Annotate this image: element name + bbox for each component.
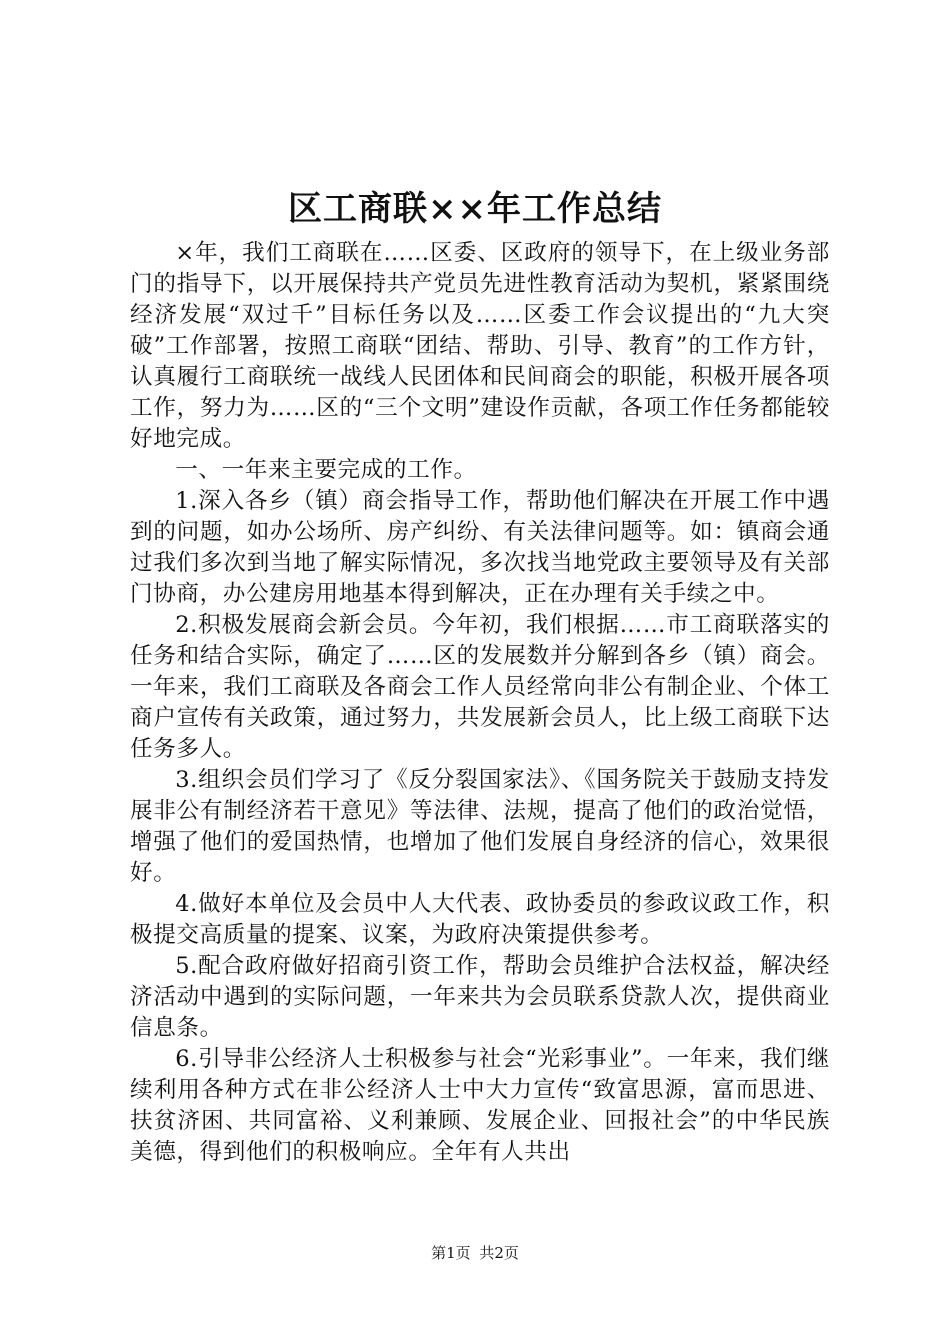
work-item-4: 4.做好本单位及会员中人大代表、政协委员的参政议政工作，积极提交高质量的提案、议案，为政府决策提供参考。 xyxy=(130,891,830,948)
work-item-3: 3.组织会员们学习了《反分裂国家法》、《国务院关于鼓励支持发展非公有制经济若干意见》等法律、法规，提高了他们的政治觉悟，增强了他们的爱国热情，也增加了他们发展自身经济的信心，效果很好。 xyxy=(130,767,830,886)
work-item-5: 5.配合政府做好招商引资工作，帮助会员维护合法权益，解决经济活动中遇到的实际问题，一年来共为会员联系贷款人次，提供商业信息条。 xyxy=(130,953,830,1041)
page-footer xyxy=(0,1243,950,1263)
work-item-6: 6.引导非公经济人士积极参与社会“光彩事业”。一年来，我们继续利用各种方式在非公经济人士中大力宣传“致富思源，富而思进、扶贫济困、共同富裕、义利兼顾、发展企业、回报社会”的中华民族美德，得到他们的积极响应。全年有人共出 xyxy=(130,1046,830,1165)
page-number: 第1页 xyxy=(431,1244,471,1262)
intro-paragraph: ×年，我们工商联在……区委、区政府的领导下，在上级业务部门的指导下，以开展保持共产党员先进性教育活动为契机，紧紧围绕经济发展“双过千”目标任务以及……区委工作会议提出的“九大突破”工作部署，按照工商联“团结、帮助、引导、教育”的工作方针，认真履行工商联统一战线人民团体和民间商会的职能，积极开展各项工作，努力为……区的“三个文明”建设作贡献，各项工作任务都能较好地完成。 xyxy=(130,240,830,452)
document-title: 区工商联××年工作总结 xyxy=(288,189,662,229)
work-item-1: 1.深入各乡（镇）商会指导工作，帮助他们解决在开展工作中遇到的问题，如办公场所、房产纠纷、有关法律问题等。如：镇商会通过我们多次到当地了解实际情况，多次找当地党政主要领导及有关部门协商，办公建房用地基本得到解决，正在办理有关手续之中。 xyxy=(130,488,830,607)
page-total: 共2页 xyxy=(479,1244,519,1262)
work-item-2: 2.积极发展商会新会员。今年初，我们根据……市工商联落实的任务和结合实际，确定了……区的发展数并分解到各乡（镇）商会。一年来，我们工商联及各商会工作人员经常向非公有制企业、个体工商户宣传有关政策，通过努力，共发展新会员人，比上级工商联下达任务多人。 xyxy=(130,612,830,762)
document-body xyxy=(130,238,830,1168)
section-heading: 一、一年来主要完成的工作。 xyxy=(175,457,477,483)
